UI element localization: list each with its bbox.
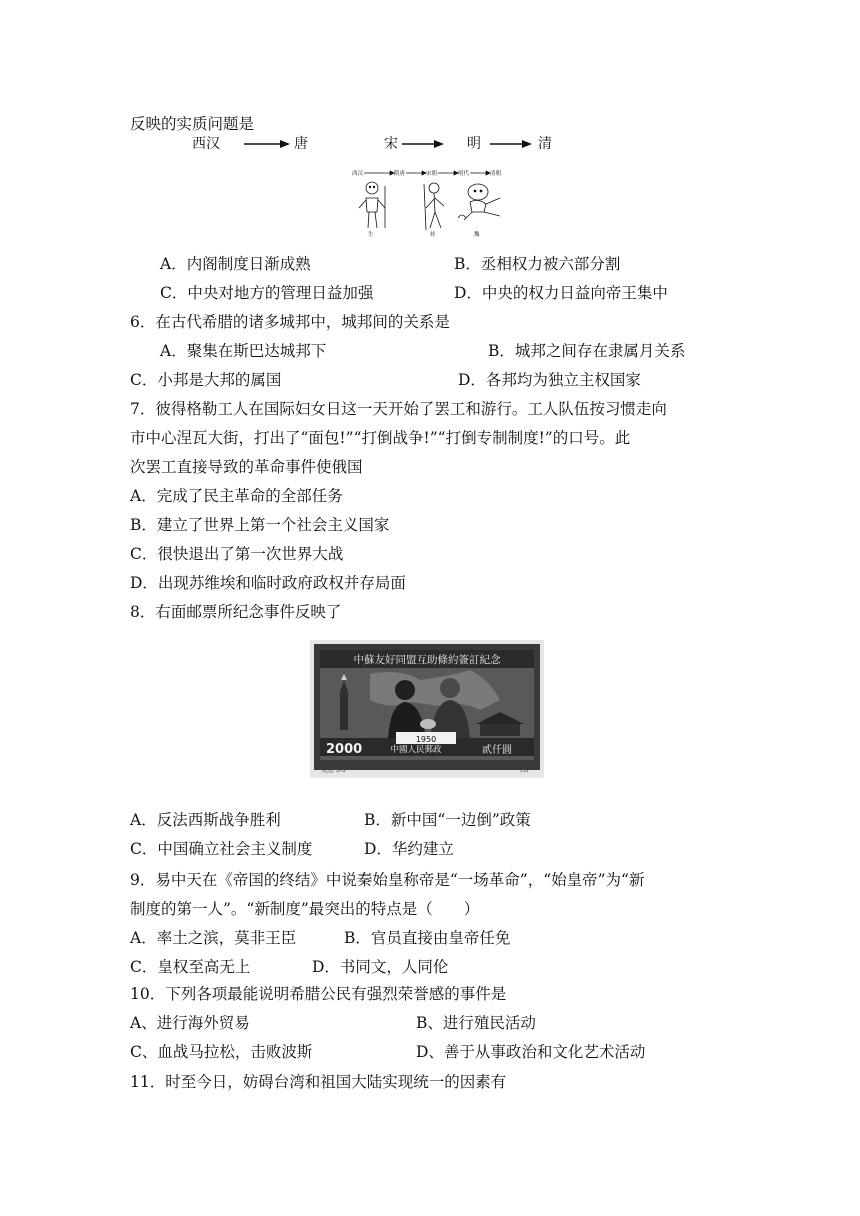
stamp-code-left: 紀念 3-3 <box>322 767 346 774</box>
option-a: A、进行海外贸易 <box>130 1014 250 1032</box>
question-5-stem-end: 反映的实质问题是 <box>130 115 255 133</box>
cartoon-label: 隋唐 <box>394 171 406 177</box>
option-b: B、进行殖民活动 <box>416 1014 536 1032</box>
option-a: A．聚集在斯巴达城邦下 <box>160 342 327 360</box>
cartoon-label: 西汉 <box>352 171 364 177</box>
stamp-title: 中蘇友好同盟互助條約簽訂紀念 <box>353 654 501 666</box>
timeline-label: 宋 <box>384 136 398 152</box>
option-d: D、善于从事政治和文化艺术活动 <box>416 1043 646 1061</box>
option-b: B．城邦之间存在隶属月关系 <box>488 342 686 360</box>
option-c: C、血战马拉松，击败波斯 <box>130 1043 313 1061</box>
option-b: B．建立了世界上第一个社会主义国家 <box>130 516 390 534</box>
arrow-right-icon <box>400 132 446 156</box>
cartoon-label: 明代 <box>458 171 470 177</box>
timeline-label: 明 <box>467 136 481 152</box>
option-c: C．中央对地方的管理日益加强 <box>160 284 374 302</box>
option-c: C．很快退出了第一次世界大战 <box>130 545 344 563</box>
question-8: 8．右面邮票所纪念事件反映了 <box>130 603 342 621</box>
cartoon-label: 清朝 <box>490 171 502 177</box>
option-d: D．书同文，人同伦 <box>312 958 449 976</box>
question-9-line-2: 制度的第一人”。“新制度”最突出的特点是（ ） <box>130 900 480 918</box>
dynasty-timeline <box>0 132 860 156</box>
option-a: A．内阁制度日渐成熟 <box>160 255 311 273</box>
timeline-label: 清 <box>538 136 552 152</box>
option-a: A．率土之滨，莫非王臣 <box>130 929 297 947</box>
question-6: 6．在古代希腊的诸多城邦中，城邦间的关系是 <box>130 313 450 331</box>
stamp-value-text: 貳仟圓 <box>482 745 512 756</box>
option-c: C．中国确立社会主义制度 <box>130 840 313 858</box>
cartoon-label: 宋朝 <box>426 171 438 177</box>
option-d: D．华约建立 <box>364 840 454 858</box>
cartoon-label: 魏 <box>474 232 480 238</box>
arrow-right-icon <box>242 132 292 156</box>
option-a: A．完成了民主革命的全部任务 <box>130 487 343 505</box>
option-c: C．小邦是大邦的属国 <box>130 371 282 389</box>
timeline-label: 唐 <box>294 136 308 152</box>
timeline-label: 西汉 <box>192 136 220 152</box>
option-d: D．各邦均为独立主权国家 <box>458 371 641 389</box>
question-11: 11．时至今日，妨碍台湾和祖国大陆实现统一的因素有 <box>130 1073 507 1091</box>
option-a: A．反法西斯战争胜利 <box>130 811 281 829</box>
question-7: 7．彼得格勒工人在国际妇女日这一天开始了罢工和游行。工人队伍按习惯走向 <box>130 400 667 418</box>
question-7-line-3: 次罢工直接导致的革命事件使俄国 <box>130 458 363 476</box>
commemorative-stamp-image <box>310 640 544 778</box>
cartoon-label: 生 <box>368 232 374 238</box>
arrow-right-icon <box>488 132 534 156</box>
option-d: D．出现苏维埃和临时政府政权并存局面 <box>130 574 406 592</box>
stamp-code-right: (5) <box>520 767 529 774</box>
stamp-denomination: 2000 <box>326 742 363 757</box>
cartoon-label: 娃 <box>430 232 436 238</box>
stamp-issuer: 中國人民郵政 <box>390 745 442 755</box>
option-b: B．官员直接由皇帝任免 <box>344 929 511 947</box>
question-7-line-2: 市中心涅瓦大街，打出了“面包!”“打倒战争!”“打倒专制制度!”的口号。此 <box>130 429 631 447</box>
option-d: D．中央的权力日益向帝王集中 <box>454 284 668 302</box>
stamp-year: 1950 <box>415 735 437 744</box>
option-b: B．丞相权力被六部分割 <box>454 255 621 273</box>
option-b: B．新中国“一边倒”政策 <box>364 811 531 829</box>
question-9: 9．易中天在《帝国的终结》中说秦始皇称帝是“一场革命”，“始皇帝”为“新 <box>130 871 645 889</box>
option-c: C．皇权至高无上 <box>130 958 251 976</box>
question-10: 10．下列各项最能说明希腊公民有强烈荣誉感的事件是 <box>130 985 507 1003</box>
dynasty-cartoon-figure <box>350 168 512 238</box>
